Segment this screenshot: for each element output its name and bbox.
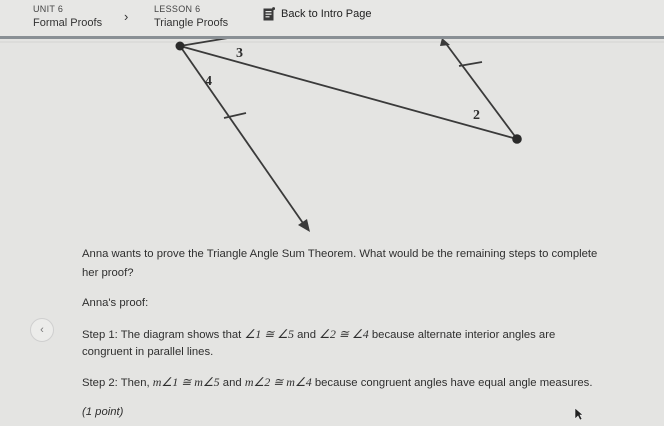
vertex-top — [176, 42, 185, 51]
course-title[interactable]: Formal Proofs — [33, 17, 103, 29]
proof-heading: Anna's proof: — [82, 297, 149, 309]
proof-step-1-cont: congruent in parallel lines. — [82, 346, 214, 358]
step2-prefix: Step 2: Then, — [82, 377, 153, 389]
proof-step-2 — [82, 373, 662, 393]
unit-label: UNIT 6 — [33, 4, 64, 14]
step1-and: and — [294, 329, 320, 341]
question-text-line2: her proof? — [82, 267, 134, 279]
previous-question-button[interactable] — [30, 318, 54, 342]
lesson-label: LESSON 6 — [154, 4, 201, 14]
question-text-line1: Anna wants to prove the Triangle Angle Sum Theorem. What would be the remaining steps to complete — [82, 248, 598, 260]
angle-label-3: 3 — [236, 46, 243, 61]
angle-label-4: 4 — [205, 74, 212, 89]
step1-math-2: ∠2 ≅ ∠4 — [319, 327, 369, 341]
lesson-header — [0, 0, 664, 36]
document-icon — [263, 7, 275, 21]
back-to-intro-button[interactable] — [263, 5, 372, 23]
back-to-intro-label: Back to Intro Page — [281, 8, 372, 20]
triangle-side-right — [444, 41, 517, 139]
chevron-right-icon: › — [124, 9, 129, 24]
mouse-cursor-icon — [574, 407, 584, 421]
tick-mark-right — [459, 62, 482, 66]
step1-suffix: because alternate interior angles are — [368, 329, 556, 341]
step1-prefix: Step 1: The diagram shows that — [82, 329, 245, 341]
step2-math-1: m∠1 ≅ m∠5 — [152, 375, 220, 389]
lesson-title: Triangle Proofs — [154, 17, 229, 29]
chevron-left-icon: ‹ — [40, 324, 44, 336]
step2-math-2: m∠2 ≅ m∠4 — [244, 375, 312, 389]
vertex-right — [512, 134, 522, 144]
triangle-side-left — [180, 46, 305, 226]
step1-math-1: ∠1 ≅ ∠5 — [244, 327, 295, 341]
proof-step-1 — [82, 325, 662, 345]
arrow-head-left — [298, 219, 310, 232]
step2-and: and — [219, 377, 245, 389]
angle-label-2: 2 — [473, 108, 480, 123]
point-value: (1 point) — [82, 406, 124, 418]
triangle-side-top — [180, 46, 517, 139]
triangle-diagram — [0, 39, 664, 239]
step2-suffix: because congruent angles have equal angle measures. — [311, 377, 593, 389]
